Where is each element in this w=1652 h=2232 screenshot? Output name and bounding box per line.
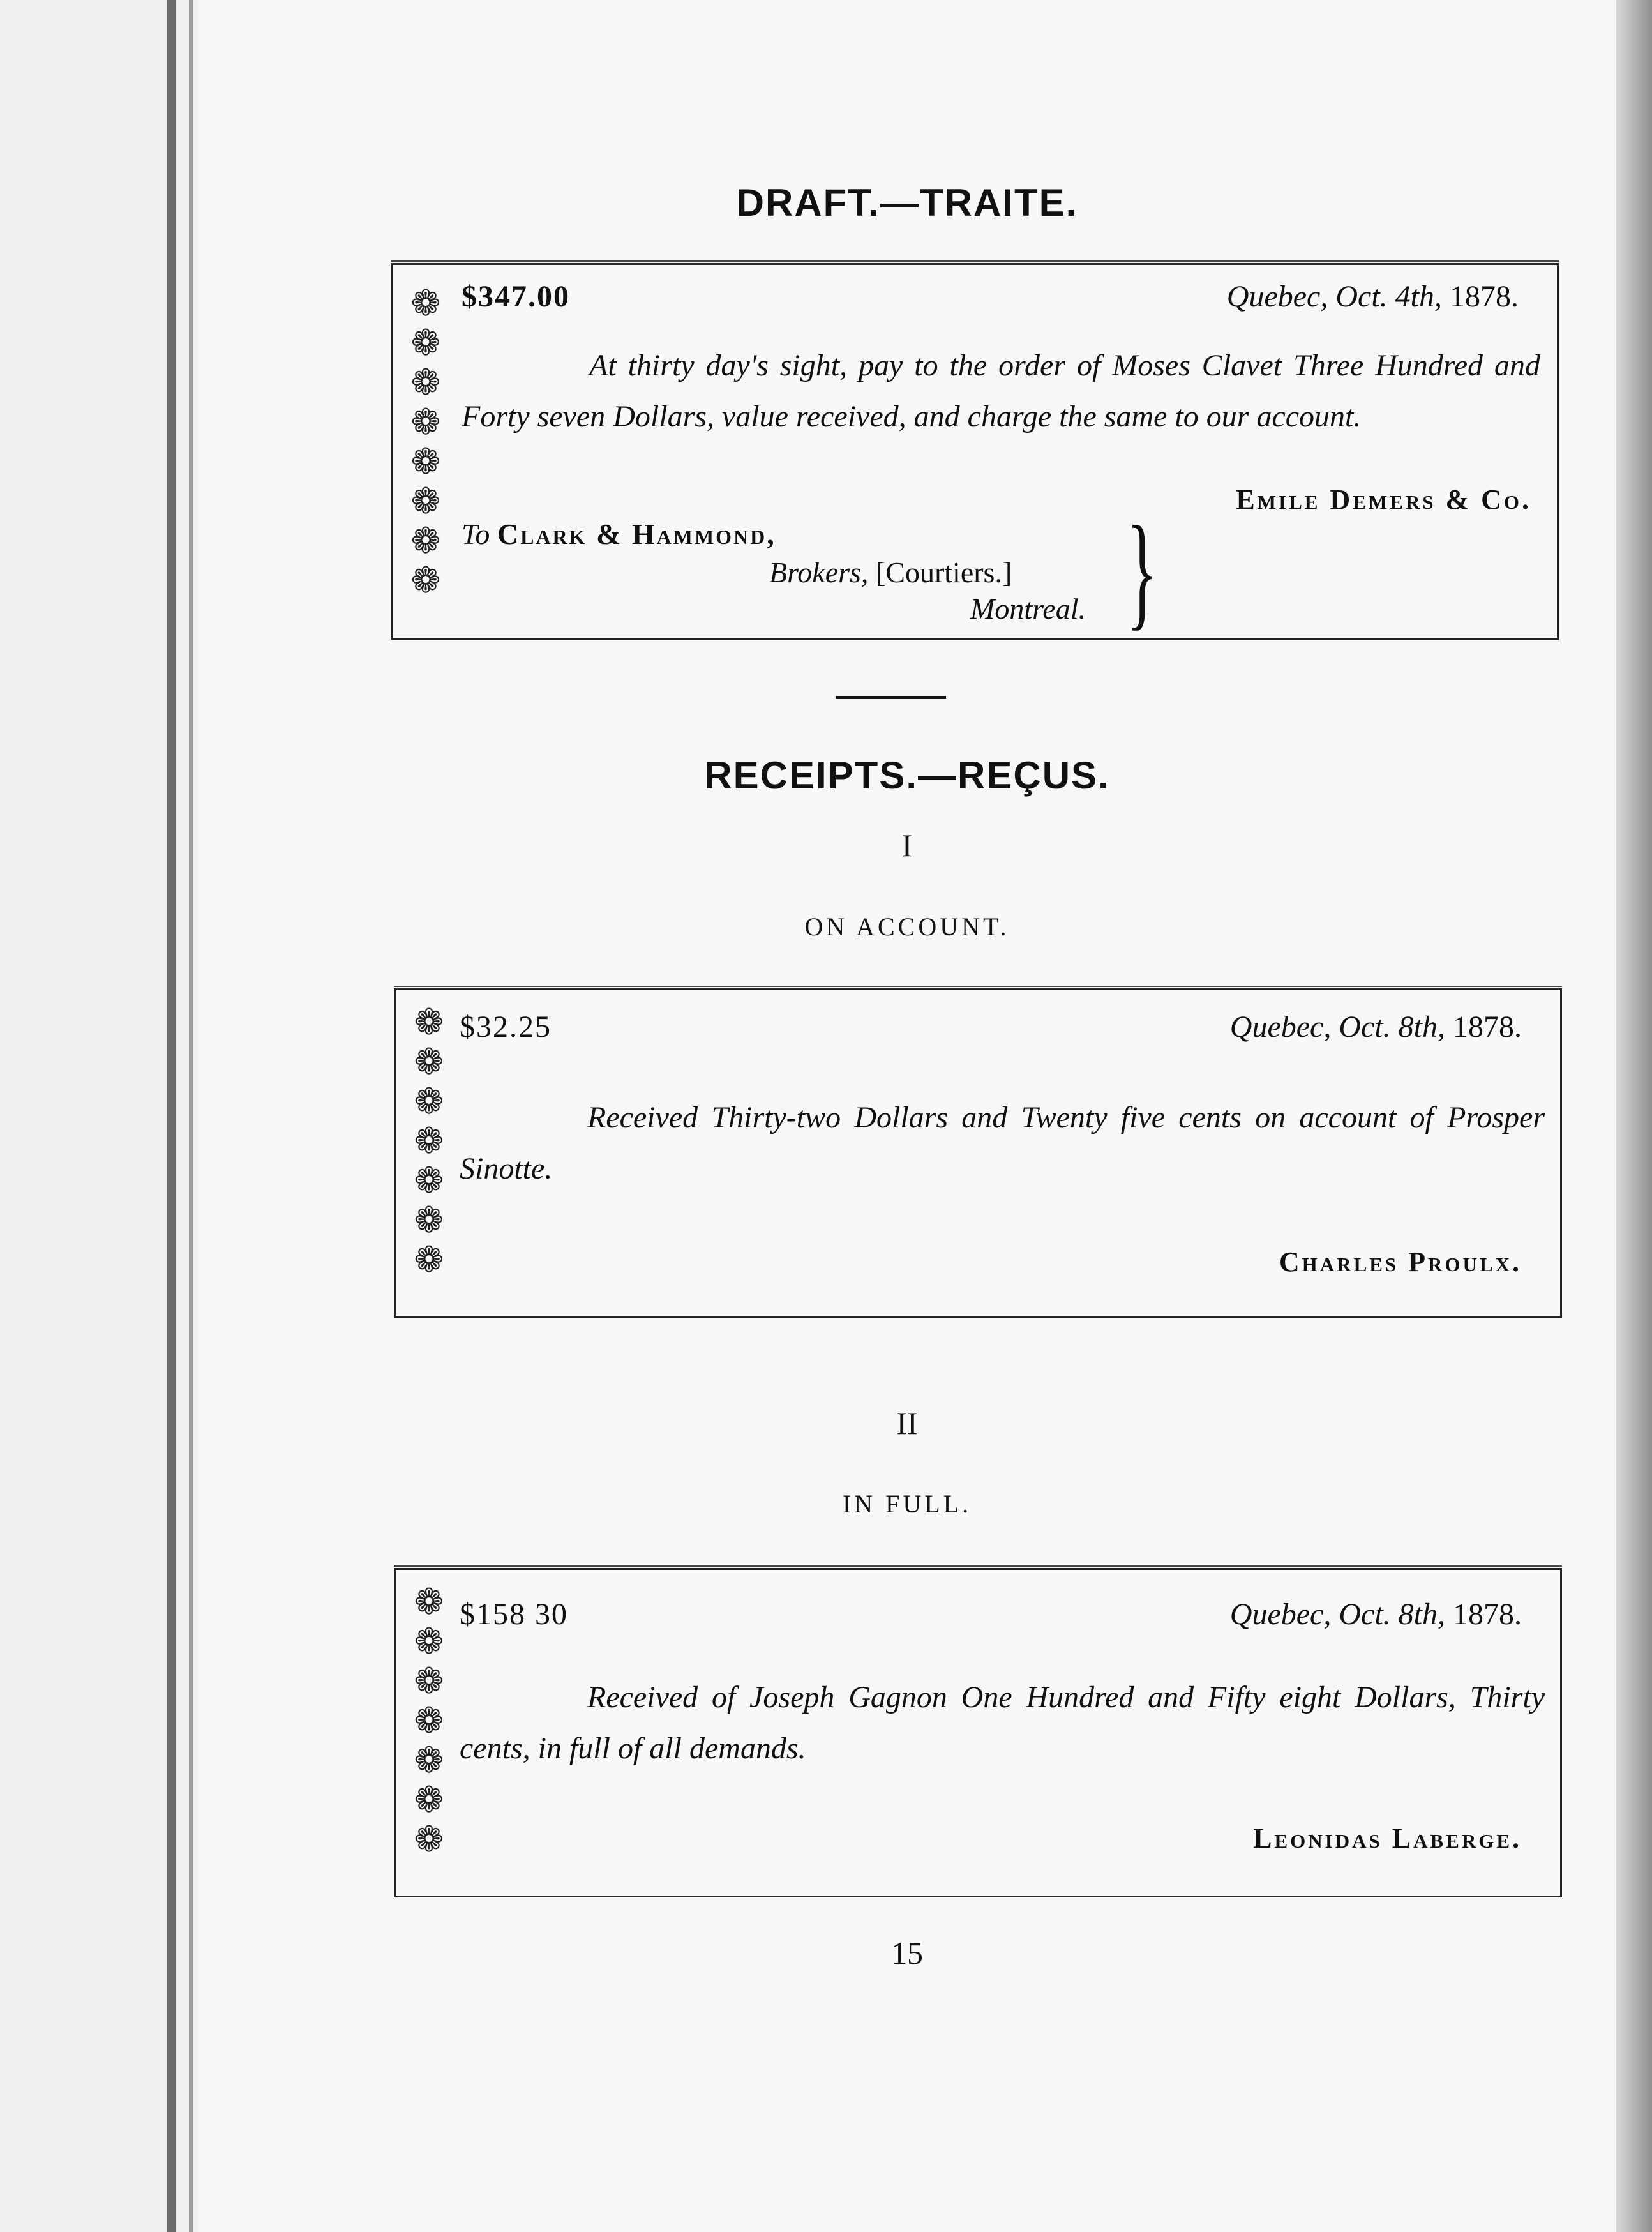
receipt-2-signature: Leonidas Laberge. bbox=[1253, 1823, 1522, 1854]
draft-date-place: Quebec, Oct. 4th, bbox=[1226, 280, 1442, 313]
floral-border-ornament: ❁ ❁ ❁ ❁ ❁ ❁ ❁ bbox=[414, 1581, 444, 1860]
draft-box bbox=[391, 263, 1559, 640]
binding-edge bbox=[189, 0, 193, 2232]
receipt-1-text-content: Received Thirty-two Dollars and Twenty five cents on account of Prosper Sinotte. bbox=[460, 1101, 1545, 1186]
draft-signature: Emile Demers & Co. bbox=[1236, 484, 1531, 515]
receipt-2-amount: $158 30 bbox=[460, 1597, 568, 1631]
receipt-1-signature: Charles Proulx. bbox=[1279, 1246, 1522, 1278]
draft-addressee-city-line bbox=[970, 592, 1086, 626]
receipt-2-numeral: II bbox=[896, 1405, 918, 1441]
draft-addressee-to: To bbox=[462, 518, 490, 550]
draft-addressee-role-line bbox=[769, 555, 1012, 589]
receipt-2-text bbox=[460, 1672, 1545, 1774]
draft-text bbox=[462, 340, 1540, 442]
draft-heading: DRAFT.—TRAITE. bbox=[736, 181, 1078, 224]
book-page bbox=[198, 0, 1616, 2232]
page-number: 15 bbox=[891, 1935, 923, 1971]
receipt-2-text-content: Received of Joseph Gagnon One Hundred and Fifty eight Dollars, Thirty cents, in full of all demands. bbox=[460, 1680, 1545, 1765]
receipt-1-date-place: Quebec, Oct. 8th, bbox=[1229, 1010, 1445, 1044]
receipt-2-date bbox=[1230, 1597, 1522, 1632]
receipt-2-subheading: IN FULL. bbox=[842, 1489, 972, 1518]
draft-addressee-role-fr: [Courtiers.] bbox=[875, 556, 1012, 589]
floral-border-ornament: ❁ ❁ ❁ ❁ ❁ ❁ ❁ bbox=[414, 1002, 444, 1281]
receipt-2-box bbox=[394, 1568, 1562, 1897]
receipts-heading: RECEIPTS.—REÇUS. bbox=[704, 754, 1110, 797]
receipt-1-box bbox=[394, 988, 1562, 1318]
receipt-1-numeral: I bbox=[901, 827, 913, 863]
receipt-2-date-place: Quebec, Oct. 8th, bbox=[1229, 1597, 1445, 1631]
draft-addressee-name: Clark & Hammond, bbox=[497, 518, 776, 550]
draft-addressee-line bbox=[462, 517, 776, 551]
address-brace: } bbox=[1127, 501, 1157, 642]
draft-text-content: At thirty day's sight, pay to the order of Moses Clavet Three Hundred and Forty seven Dollars, value received, and charge the same to our account. bbox=[462, 349, 1540, 434]
receipt-1-amount: $32.25 bbox=[460, 1010, 552, 1044]
receipt-1-subheading: ON ACCOUNT. bbox=[804, 912, 1010, 941]
draft-date bbox=[1227, 279, 1519, 314]
receipt-1-date-year: 1878. bbox=[1453, 1010, 1522, 1044]
draft-addressee-role: Brokers, bbox=[769, 556, 869, 589]
binding-shadow bbox=[167, 0, 176, 2232]
section-divider bbox=[836, 696, 946, 699]
receipt-1-text bbox=[460, 1092, 1545, 1195]
draft-amount: $347.00 bbox=[462, 280, 570, 313]
draft-addressee-city: Montreal. bbox=[970, 592, 1086, 625]
receipt-1-date bbox=[1230, 1009, 1522, 1044]
page-edge bbox=[1616, 0, 1652, 2232]
receipt-2-date-year: 1878. bbox=[1453, 1597, 1522, 1631]
draft-date-year: 1878. bbox=[1450, 280, 1519, 313]
floral-border-ornament: ❁ ❁ ❁ ❁ ❁ ❁ ❁ ❁ bbox=[410, 283, 441, 601]
